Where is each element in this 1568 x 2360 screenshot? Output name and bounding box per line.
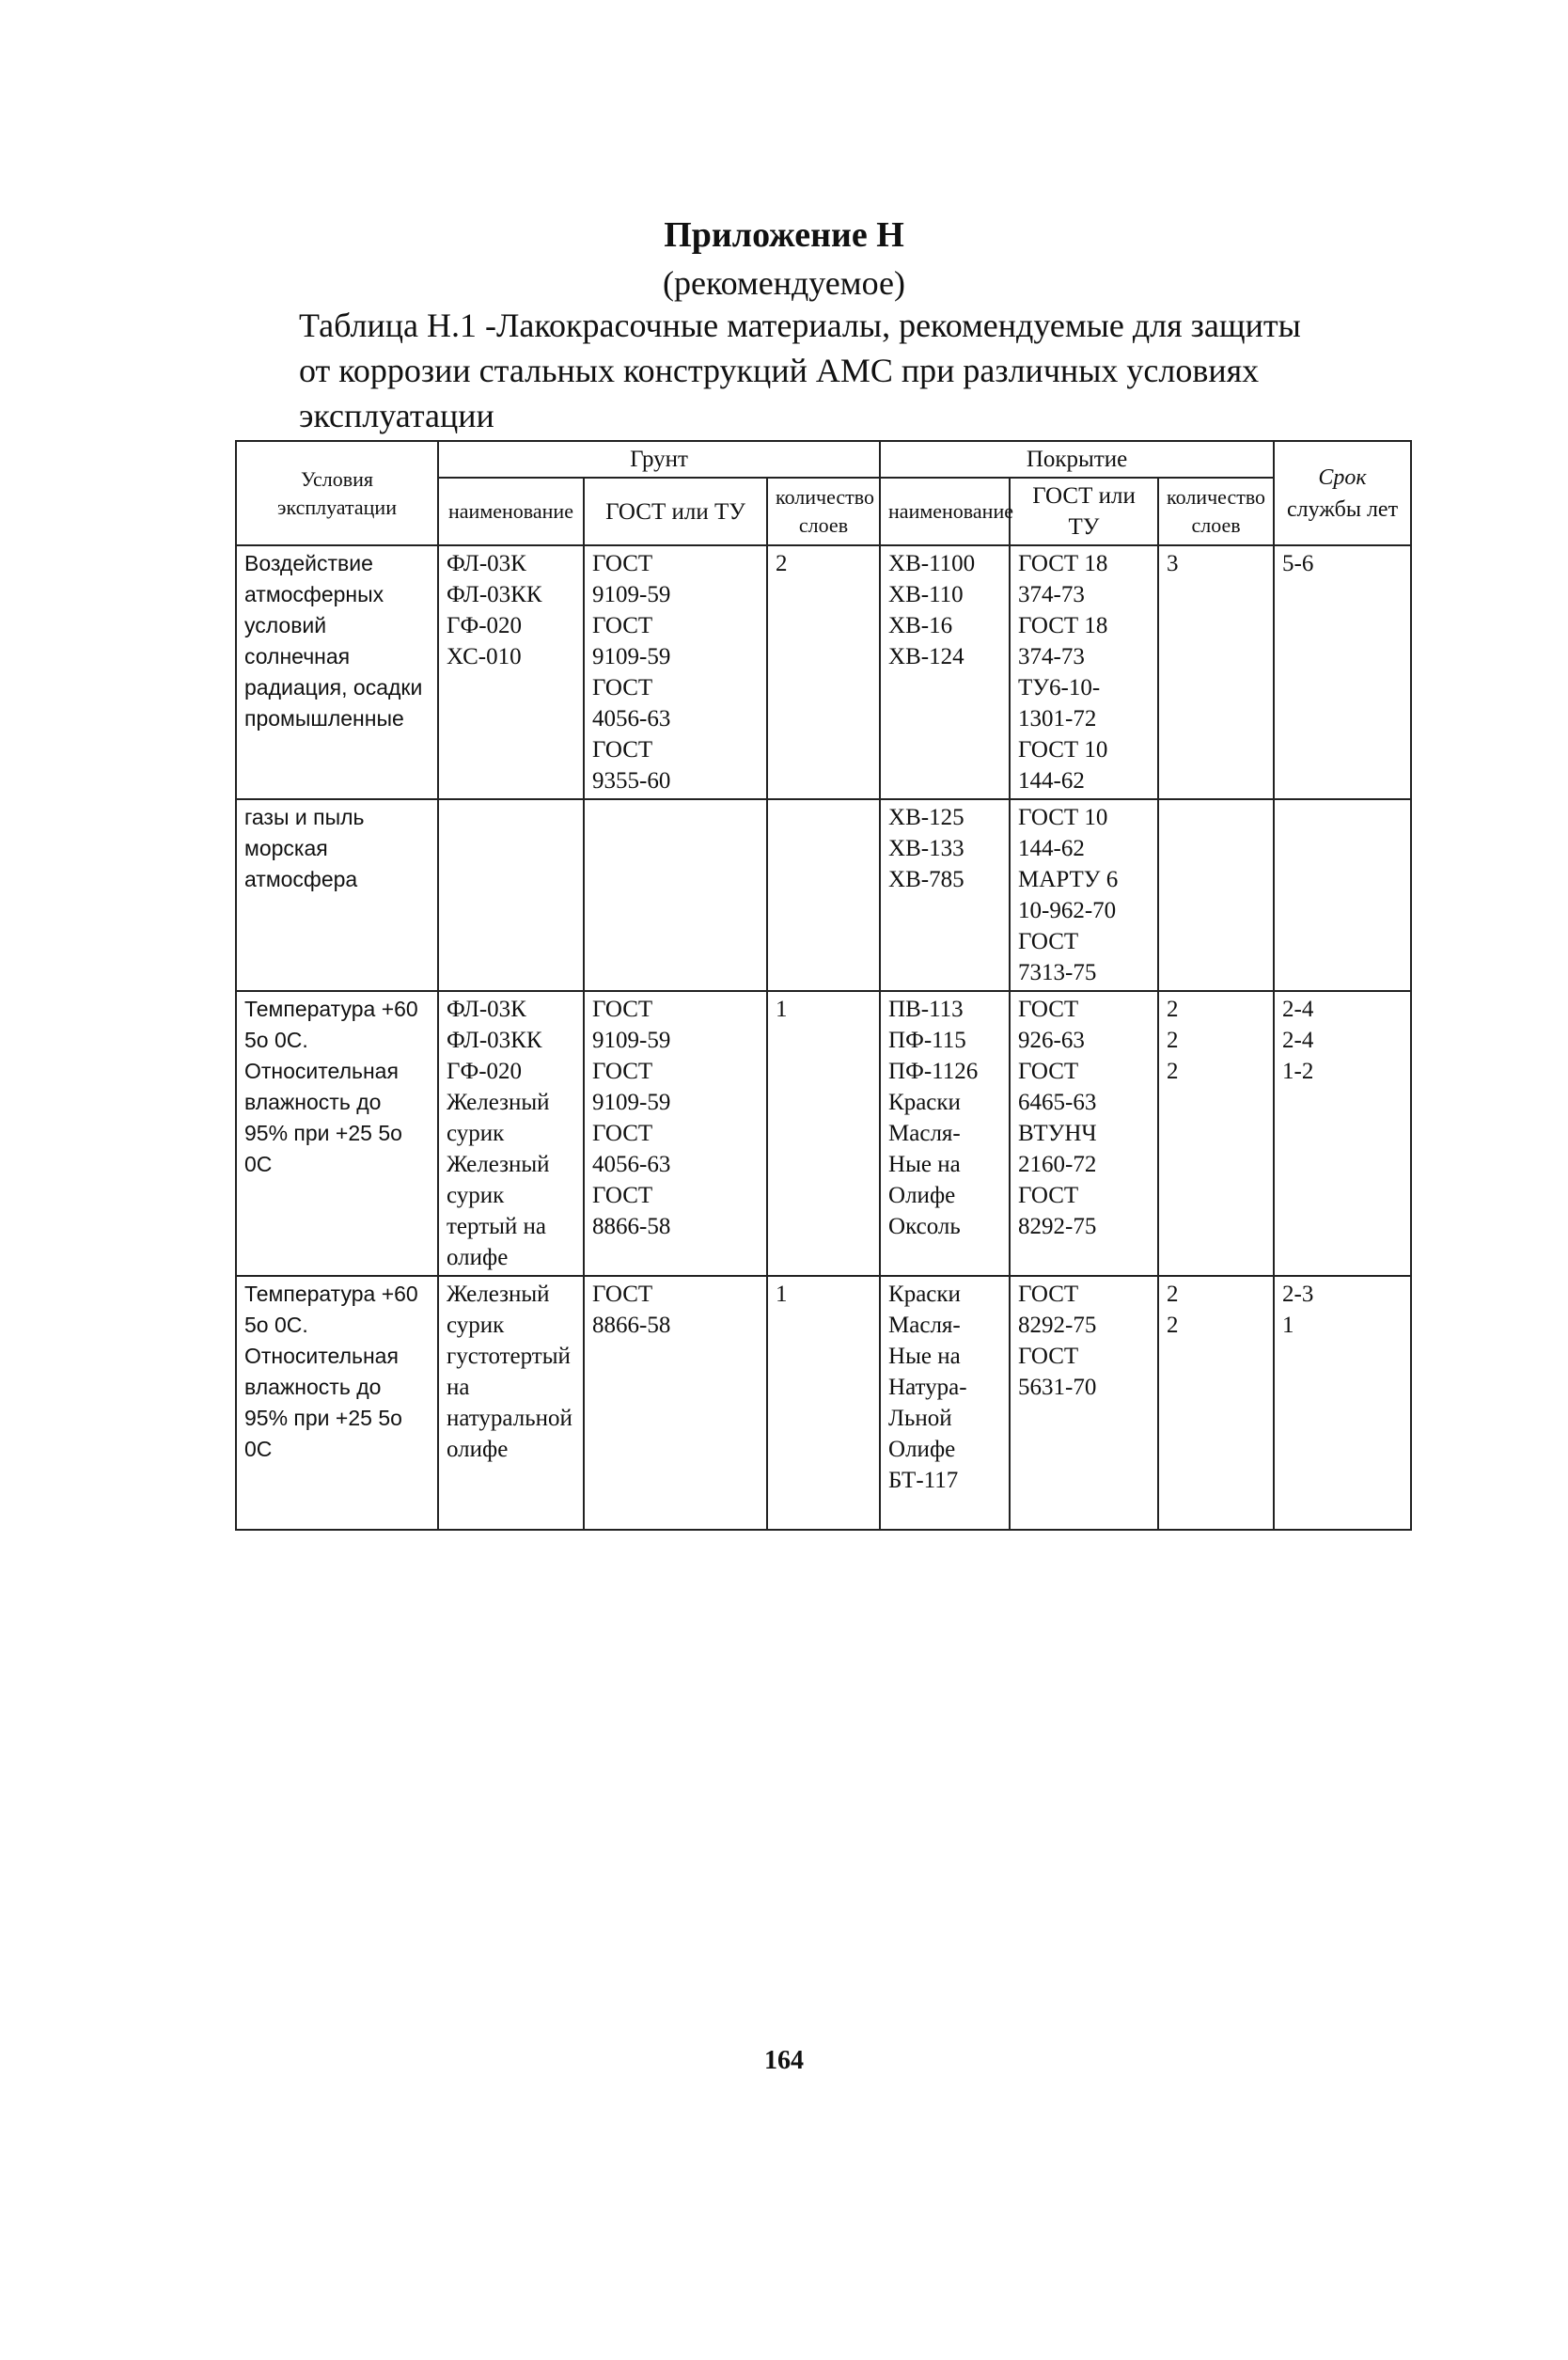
row-conditions: Температура +60 5о 0С. Относительная влажность до 95% при +25 5о 0С (236, 1276, 438, 1530)
table-row (236, 545, 1411, 799)
header-row-groups (236, 441, 1411, 478)
appendix-title: Приложение Н (664, 215, 904, 255)
row-service-life: 2-4 2-4 1-2 (1274, 991, 1411, 1276)
header-primer-layers: количество слоев (767, 478, 880, 545)
row-coating-layers: 2 2 (1158, 1276, 1274, 1530)
row-primer-gost: ГОСТ 8866-58 (584, 1276, 767, 1530)
row-coating-name: ХВ-125 ХВ-133 ХВ-785 (880, 799, 1010, 991)
row-coating-name: ПВ-113 ПФ-115 ПФ-1126 Краски Масля- Ные на Олифе Оксоль (880, 991, 1010, 1276)
row-coating-gost: ГОСТ 10 144-62 МАРТУ 6 10-962-70 ГОСТ 7313-75 (1010, 799, 1158, 991)
table-row (236, 1276, 1411, 1530)
row-coating-name: Краски Масля- Ные на Натура- Льной Олифе БТ-117 (880, 1276, 1010, 1530)
row-service-life (1274, 799, 1411, 991)
header-service-life (1274, 441, 1411, 545)
header-coating-group: Покрытие (880, 441, 1274, 478)
appendix-subtitle: (рекомендуемое) (663, 264, 905, 302)
row-primer-layers: 2 (767, 545, 880, 799)
header-primer-name: наименование (438, 478, 584, 545)
row-coating-gost: ГОСТ 926-63 ГОСТ 6465-63 ВТУНЧ 2160-72 ГОСТ 8292-75 (1010, 991, 1158, 1276)
row-primer-gost: ГОСТ 9109-59 ГОСТ 9109-59 ГОСТ 4056-63 ГОСТ 8866-58 (584, 991, 767, 1276)
table-row (236, 991, 1411, 1276)
row-primer-name (438, 799, 584, 991)
row-coating-layers: 3 (1158, 545, 1274, 799)
header-conditions: Условия эксплуатации (236, 441, 438, 545)
header-service-rest: службы лет (1287, 496, 1399, 522)
row-coating-name: ХВ-1100 ХВ-110 ХВ-16 ХВ-124 (880, 545, 1010, 799)
row-primer-gost: ГОСТ 9109-59 ГОСТ 9109-59 ГОСТ 4056-63 ГОСТ 9355-60 (584, 545, 767, 799)
caption-line-2: от коррозии стальных конструкций АМС при различных условиях (299, 352, 1260, 389)
table-caption (299, 303, 1408, 438)
header-service-word: Срок (1318, 464, 1367, 490)
row-primer-name: Железный сурик густотертый на натуральной олифе (438, 1276, 584, 1530)
row-coating-gost: ГОСТ 18 374-73 ГОСТ 18 374-73 ТУ6-10- 1301-72 ГОСТ 10 144-62 (1010, 545, 1158, 799)
page-number: 164 (764, 2046, 804, 2075)
caption-line-1: Таблица Н.1 -Лакокрасочные материалы, рекомендуемые для защиты (299, 307, 1301, 344)
row-service-life: 5-6 (1274, 545, 1411, 799)
coatings-table (235, 440, 1412, 1531)
row-primer-layers: 1 (767, 1276, 880, 1530)
caption-line-3: эксплуатации (299, 397, 494, 434)
row-primer-layers (767, 799, 880, 991)
table-row (236, 799, 1411, 991)
header-primer-group: Грунт (438, 441, 880, 478)
row-conditions: Воздействие атмосферных условий солнечная радиация, осадки промышленные (236, 545, 438, 799)
row-conditions: газы и пыль морская атмосфера (236, 799, 438, 991)
row-conditions: Температура +60 5о 0С. Относительная влажность до 95% при +25 5о 0С (236, 991, 438, 1276)
row-service-life: 2-3 1 (1274, 1276, 1411, 1530)
row-primer-name: ФЛ-03К ФЛ-03КК ГФ-020 ХС-010 (438, 545, 584, 799)
row-coating-layers (1158, 799, 1274, 991)
header-coating-gost: ГОСТ или ТУ (1010, 478, 1158, 545)
row-primer-name: ФЛ-03К ФЛ-03КК ГФ-020 Железный сурик Железный сурик тертый на олифе (438, 991, 584, 1276)
row-coating-gost: ГОСТ 8292-75 ГОСТ 5631-70 (1010, 1276, 1158, 1530)
row-coating-layers: 2 2 2 (1158, 991, 1274, 1276)
header-coating-layers: количество слоев (1158, 478, 1274, 545)
row-primer-layers: 1 (767, 991, 880, 1276)
header-coating-name: наименование (880, 478, 1010, 545)
row-primer-gost (584, 799, 767, 991)
header-primer-gost: ГОСТ или ТУ (584, 478, 767, 545)
